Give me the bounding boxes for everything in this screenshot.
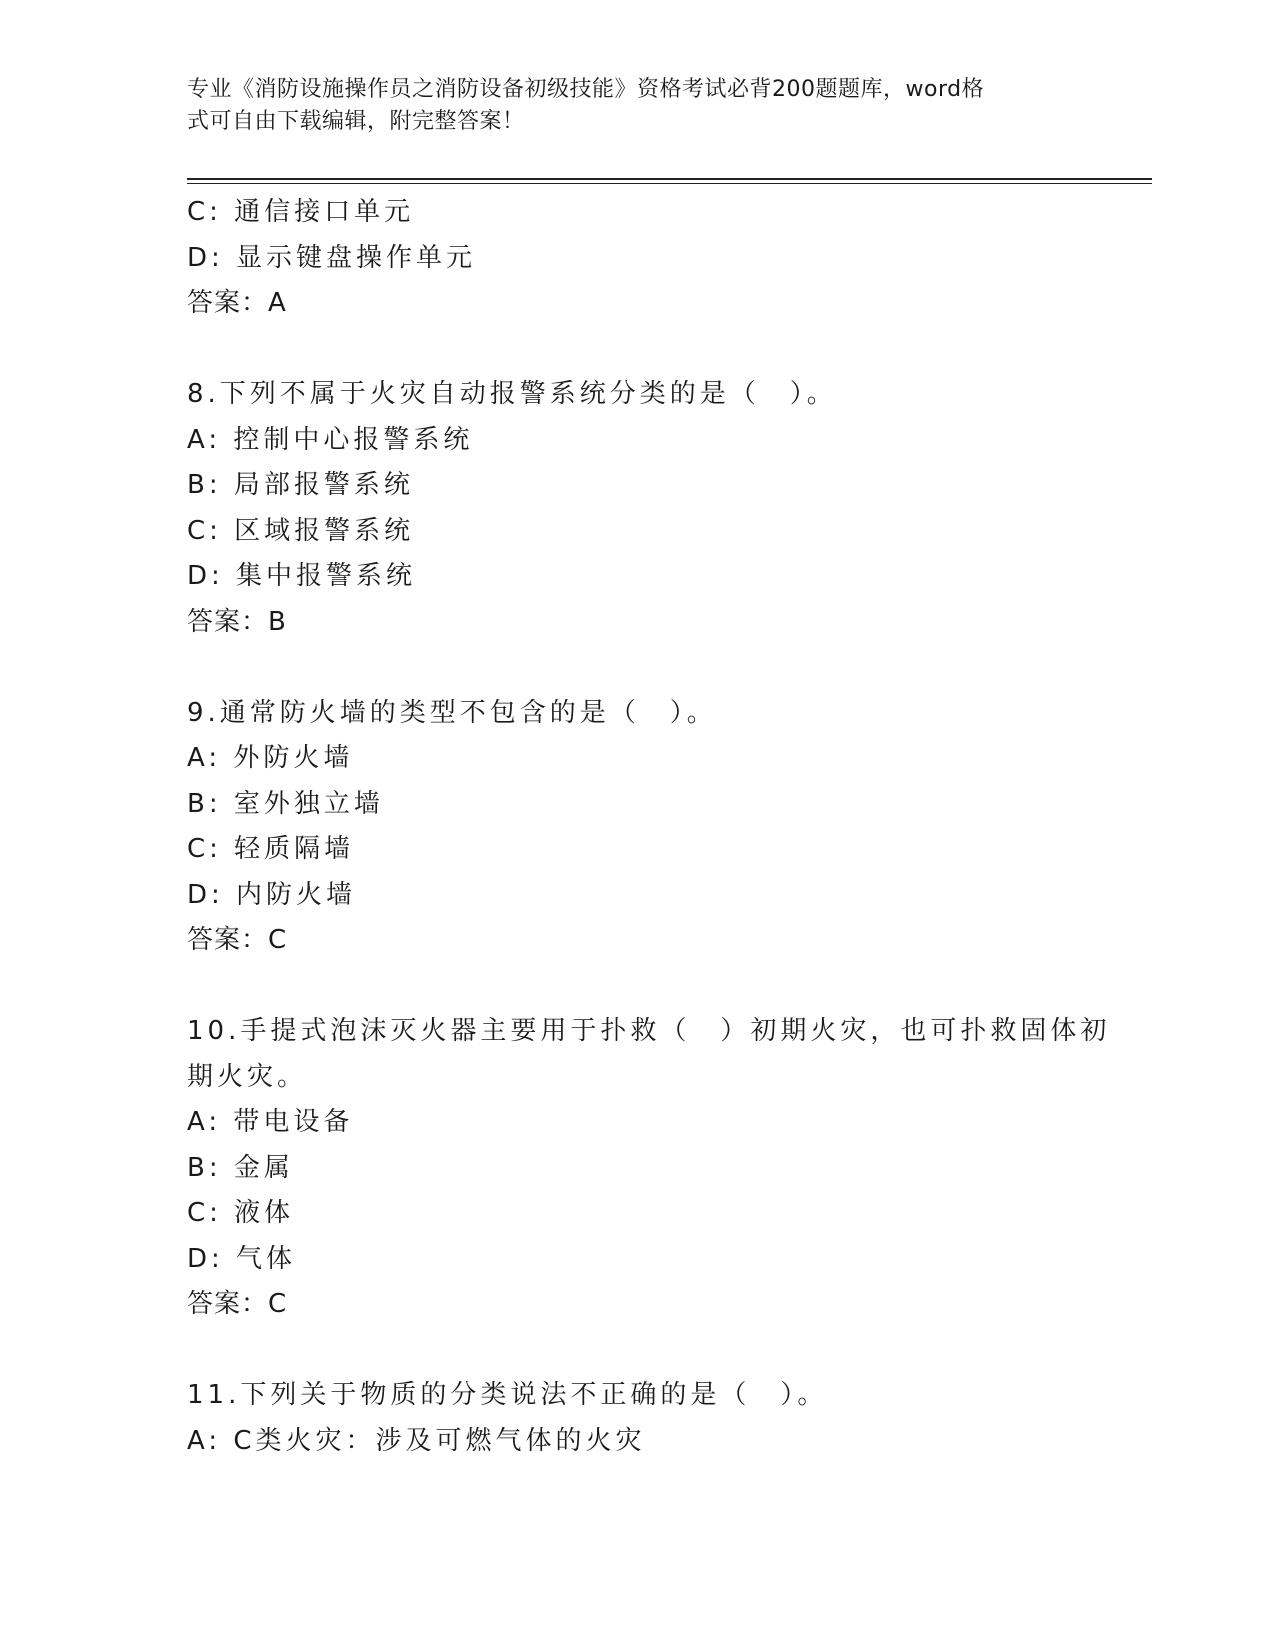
answer-line: 答案：C bbox=[187, 925, 288, 955]
option-d: D: 显示键盘操作单元 bbox=[187, 242, 477, 273]
option-c: C: 液体 bbox=[187, 1198, 295, 1228]
answer-line: 答案：A bbox=[187, 288, 287, 318]
question-stem: 9.通常防火墙的类型不包含的是（ ）。 bbox=[187, 697, 717, 728]
answer-line: 答案：B bbox=[187, 606, 287, 637]
question-11 bbox=[187, 1373, 1087, 1464]
question-10 bbox=[187, 1009, 1111, 1328]
option-a: A: C类火灾：涉及可燃气体的火灾 bbox=[187, 1425, 646, 1456]
option-a: A: 外防火墙 bbox=[187, 743, 354, 773]
option-b: B: 金属 bbox=[187, 1152, 294, 1183]
answer-line: 答案：C bbox=[187, 1289, 288, 1319]
option-c: C: 轻质隔墙 bbox=[187, 834, 355, 864]
question-7-continued bbox=[187, 190, 1087, 327]
option-c: C: 通信接口单元 bbox=[187, 197, 415, 227]
option-d: D: 集中报警系统 bbox=[187, 561, 417, 591]
question-list bbox=[187, 190, 1111, 1464]
document-header bbox=[187, 74, 1067, 138]
option-b: B: 局部报警系统 bbox=[187, 470, 414, 500]
header-divider bbox=[187, 178, 1152, 184]
question-stem: 8.下列不属于火灾自动报警系统分类的是（ ）。 bbox=[187, 379, 837, 409]
option-d: D: 气体 bbox=[187, 1243, 297, 1274]
question-stem: 11.下列关于物质的分类说法不正确的是（ ）。 bbox=[187, 1380, 828, 1410]
question-stem-line-1: 10.手提式泡沫灭火器主要用于扑救（ ）初期火灾，也可扑救固体初 bbox=[187, 1016, 1111, 1046]
option-a: A: 带电设备 bbox=[187, 1107, 354, 1137]
option-a: A: 控制中心报警系统 bbox=[187, 424, 474, 455]
question-9 bbox=[187, 691, 1087, 964]
option-d: D: 内防火墙 bbox=[187, 879, 357, 910]
option-c: C: 区域报警系统 bbox=[187, 515, 415, 546]
header-line-2: 式可自由下载编辑，附完整答案！ bbox=[187, 109, 525, 134]
option-b: B: 室外独立墙 bbox=[187, 788, 384, 819]
question-stem-line-2: 期火灾。 bbox=[187, 1061, 308, 1092]
header-line-1: 专业《消防设施操作员之消防设备初级技能》资格考试必背200题题库，word格 bbox=[187, 77, 985, 102]
question-8 bbox=[187, 372, 1087, 645]
